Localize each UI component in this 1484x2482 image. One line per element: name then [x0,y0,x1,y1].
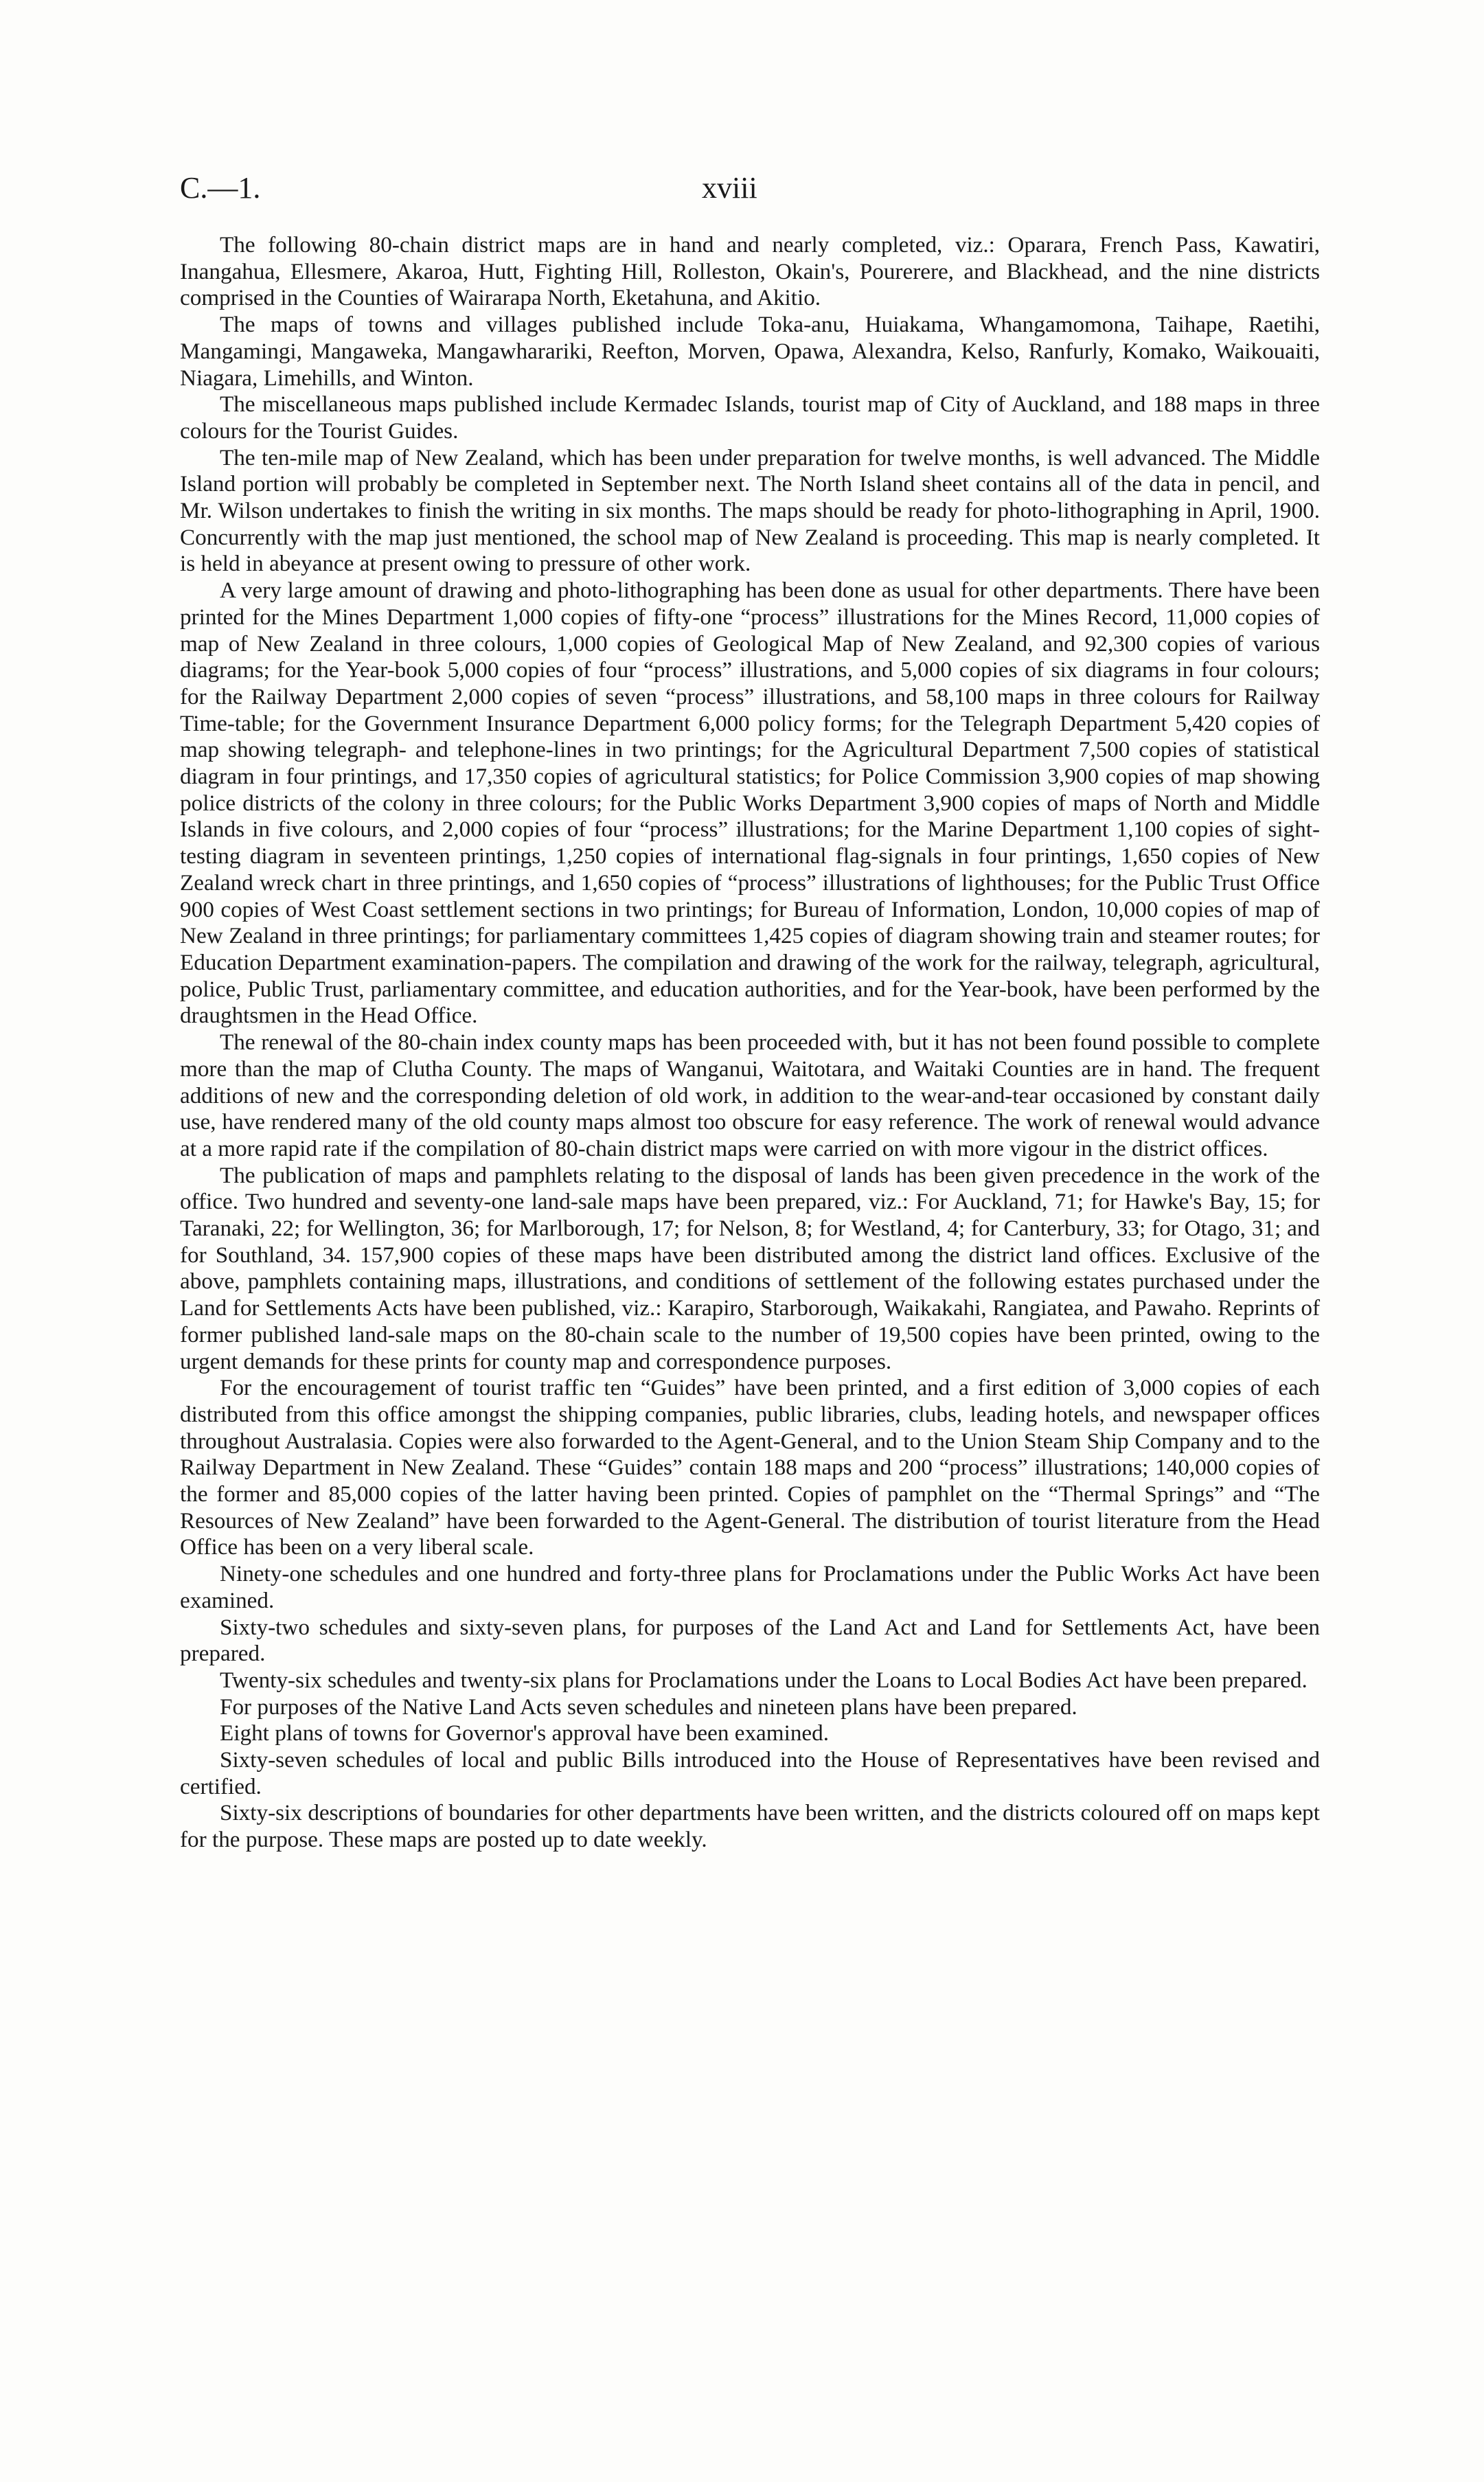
paragraph-printing-for-departments: A very large amount of drawing and photo-lithographing has been done as usual for other departments. There have been printed for the Mines Department 1,000 copies of fifty-one “process” illustrations for the Mines Record, 11,000 copies of map of New Zealand in three colours, 1,000 copies of Geological Map of New Zealand, and 92,300 copies of various diagrams; for the Year-book 5,000 copies of four “process” illustrations, and 5,000 copies of six diagrams in four colours; for the Railway Department 2,000 copies of seven “process” illustrations, and 58,100 maps in three colours for Railway Time-table; for the Government Insurance Department 6,000 policy forms; for the Telegraph Department 5,420 copies of map showing telegraph- and telephone-lines in two printings; for the Agricultural Department 7,500 copies of statistical diagram in four printings, and 17,350 copies of agricultural statistics; for Police Commission 3,900 copies of map showing police districts of the colony in three colours; for the Public Works Department 3,900 copies of maps of North and Middle Islands in five colours, and 2,000 copies of four “process” illustrations; for the Marine Department 1,100 copies of sight-testing diagram in seventeen printings, 1,250 copies of international flag-signals in four printings, 1,650 copies of New Zealand wreck chart in three printings, and 1,650 copies of “process” illustrations of lighthouses; for the Public Trust Office 900 copies of West Coast settlement sections in two printings; for Bureau of Information, London, 10,000 copies of map of New Zealand in three printings; for parliamentary committees 1,425 copies of diagram showing train and steamer routes; for Education Department examination-papers. The compilation and drawing of the work for the railway, telegraph, agricultural, police, Public Trust, parliamentary committee, and education authorities, and for the Year-book, have been performed by the draughtsmen in the Head Office. [180,578,1320,1029]
paragraph-land-sale-maps: The publication of maps and pamphlets relating to the disposal of lands has been given precedence in the work of the office. Two hundred and seventy-one land-sale maps have been prepared, viz.: For Auckland, 71; for Hawke's Bay, 15; for Taranaki, 22; for Wellington, 36; for Marlborough, 17; for Nelson, 8; for Westland, 4; for Canterbury, 33; for Otago, 31; and for Southland, 34. 157,900 copies of these maps have been distributed among the district land offices. Exclusive of the above, pamphlets containing maps, illustrations, and conditions of settlement of the following estates purchased under the Land for Settlements Acts have been published, viz.: Karapiro, Starborough, Waikakahi, Rangiatea, and Pawaho. Reprints of former published land-sale maps on the 80-chain scale to the number of 19,500 copies have been printed, owing to the urgent demands for these prints for county map and correspondence purposes. [180,1162,1320,1374]
paragraph-local-bodies-schedules: Twenty-six schedules and twenty-six plans for Proclamations under the Loans to Local Bodies Act have been prepared. [220,1667,1308,1693]
paragraph-district-maps: The following 80-chain district maps are in hand and nearly completed, viz.: Oparara, French Pass, Kawatiri, Inangahua, Ellesmere, Akaroa, Hutt, Fighting Hill, Rolleston, Okain's, Pourerere, and Blackhead, and the nine districts comprised in the Counties of Wairarapa North, Eketahuna, and Akitio. [180,232,1320,311]
paragraph-bills-schedules: Sixty-seven schedules of local and public Bills introduced into the House of Representatives have been revised and certified. [180,1747,1320,1799]
document-reference: C.—1. [180,171,261,205]
paragraph-boundary-descriptions: Sixty-six descriptions of boundaries for other departments have been written, and the districts coloured off on maps kept for the purpose. These maps are posted up to date weekly. [180,1800,1320,1853]
paragraph-tourist-guides: For the encouragement of tourist traffic ten “Guides” have been printed, and a first edition of 3,000 copies of each distributed from this office amongst the shipping companies, public libraries, clubs, leading hotels, and newspaper offices throughout Australasia. Copies were also forwarded to the Agent-General, and to the Union Steam Ship Company and to the Railway Department in New Zealand. These “Guides” contain 188 maps and 200 “process” illustrations; 140,000 copies of the former and 85,000 copies of the latter having been printed. Copies of pamphlet on the “Thermal Springs” and “The Resources of New Zealand” have been forwarded to the Agent-General. The distribution of tourist literature from the Head Office has been on a very liberal scale. [180,1375,1320,1560]
paragraph-native-land-schedules: For purposes of the Native Land Acts seven schedules and nineteen plans have been prepared. [220,1694,1077,1720]
paragraph-miscellaneous-maps: The miscellaneous maps published include Kermadec Islands, tourist map of City of Auckland, and 188 maps in three colours for the Tourist Guides. [180,391,1320,444]
page-header [180,170,1347,212]
body-text [180,232,1320,1854]
paragraph-land-act-schedules: Sixty-two schedules and sixty-seven plans, for purposes of the Land Act and Land for Settlements Act, have been prepared. [180,1614,1320,1667]
paragraph-ten-mile-map: The ten-mile map of New Zealand, which has been under preparation for twelve months, is well advanced. The Middle Island portion will probably be completed in September next. The North Island sheet contains all of the data in pencil, and Mr. Wilson undertakes to finish the writing in six months. The maps should be ready for photo-lithographing in April, 1900. Concurrently with the map just mentioned, the school map of New Zealand is proceeding. This map is nearly completed. It is held in abeyance at present owing to pressure of other work. [180,444,1320,577]
paragraph-public-works-schedules: Ninety-one schedules and one hundred and forty-three plans for Proclamations under the Public Works Act have been examined. [180,1561,1320,1613]
paragraph-town-plans: Eight plans of towns for Governor's approval have been examined. [220,1720,830,1746]
page-number: xviii [702,171,757,205]
paragraph-county-map-renewal: The renewal of the 80-chain index county maps has been proceeded with, but it has not been found possible to complete more than the map of Clutha County. The maps of Wanganui, Waitotara, and Waitaki Counties are in hand. The frequent additions of new and the corresponding deletion of old work, in addition to the wear-and-tear occasioned by constant daily use, have rendered many of the old county maps almost too obscure for easy reference. The work of renewal would advance at a more rapid rate if the compilation of 80-chain district maps were carried on with more vigour in the district offices. [180,1029,1320,1161]
paragraph-town-maps: The maps of towns and villages published include Toka-anu, Huiakama, Whangamomona, Taihape, Raetihi, Mangamingi, Mangaweka, Mangawhararіki, Reefton, Morven, Opawa, Alexandra, Kelso, Ranfurly, Komako, Waikouaiti, Niagara, Limehills, and Winton. [180,312,1320,391]
